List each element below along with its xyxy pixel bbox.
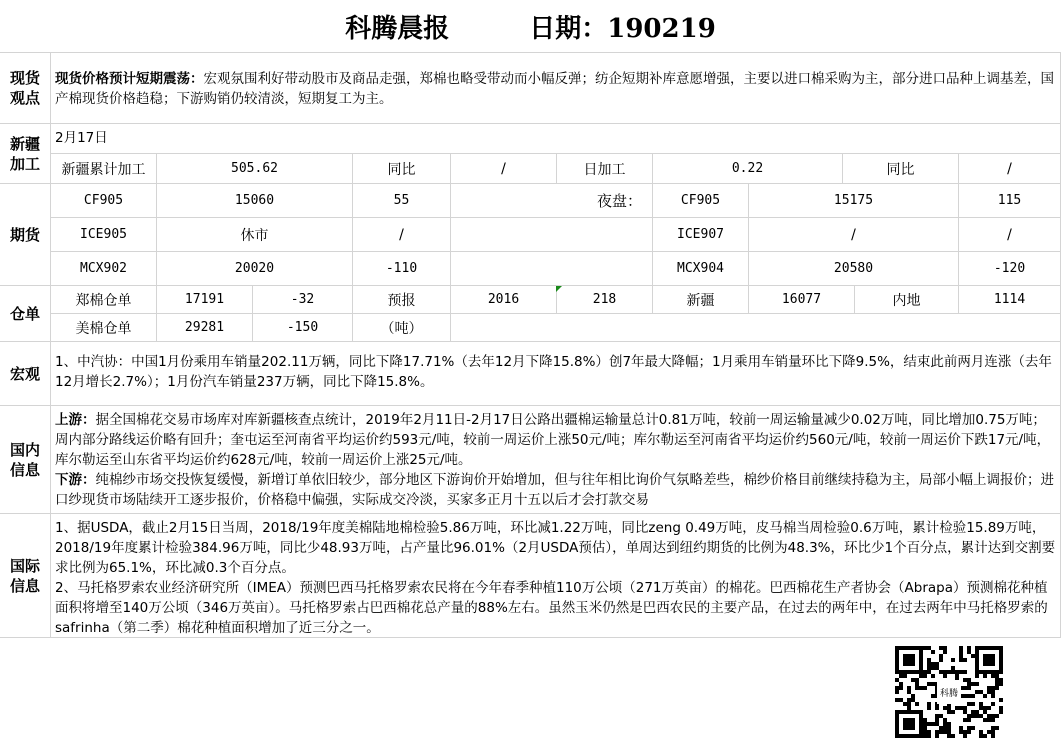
- intl-paragraph-2: 2、马托格罗索农业经济研究所（IMEA）预测巴西马托格罗索农民将在今年春季种植110万公顷（271万英亩）的棉花。巴西棉花生产者协会（Abrapa）预测棉花种植面积将增至140万公顷（346万英亩）。马托格罗索占巴西棉花总产量的88%左右。虽然玉米仍然是巴西农民的主要产品，在过去的两年中，在过去两年中马托格罗索的safrinha（第二季）棉花种植面积增加了近三分之一。: [55, 580, 1048, 636]
- futures-row-2-spacer: [451, 218, 653, 252]
- futures-row-2-change: /: [353, 218, 451, 252]
- futures-night-row-1-change: 115: [959, 184, 1061, 218]
- forecast-value: 2016: [451, 286, 557, 314]
- futures-label: 期货: [0, 184, 51, 286]
- futures-night-row-3-price: 20580: [749, 252, 959, 286]
- domestic-content: [51, 406, 1061, 514]
- spot-label: 现货观点: [0, 52, 51, 124]
- futures-row-3-change: -110: [353, 252, 451, 286]
- intl-label: 国际信息: [0, 514, 51, 638]
- futures-night-row-3-change: -120: [959, 252, 1061, 286]
- futures-night-row-2-change: /: [959, 218, 1061, 252]
- xj-yoy-value: /: [451, 154, 557, 184]
- report-title-row: [0, 0, 1061, 53]
- futures-row-3-price: 20020: [157, 252, 353, 286]
- upstream-text: 据全国棉花交易市场库对库新疆核查点统计，2019年2月11日-2月17日公路出疆棉运输量总计0.81万吨，较前一周运输量减少0.02万吨，同比增加0.75万吨；周内部分路线运价略有回升；奎屯运至河南省平均运价约593元/吨，较前一周运价上涨50元/吨；库尔勒运至河南省平均运价约560元/吨，较前一周运价下跌17元/吨，库尔勒运至山东省平均运价约628元/吨，较前一周运价上涨25元/吨。: [55, 412, 1051, 468]
- xinjiang-label: 新疆加工: [0, 124, 51, 184]
- forecast-change: 218: [557, 286, 653, 314]
- domestic-label: 国内信息: [0, 406, 51, 514]
- forecast-label: 预报: [353, 286, 451, 314]
- futures-row-2-price: 休市: [157, 218, 353, 252]
- futures-night-row-1-contract: CF905: [653, 184, 749, 218]
- warehouse-row-2-spacer: [451, 314, 1061, 342]
- futures-row-1-price: 15060: [157, 184, 353, 218]
- zheng-receipt-change: -32: [253, 286, 353, 314]
- spot-text: 宏观氛围利好带动股市及商品走强，郑棉也略受带动而小幅反弹；纺企短期补库意愿增强，主要以进口棉采购为主，部分进口品种上调基差，国产棉现货价格趋稳；下游购销仍较清淡，短期复工为主。: [55, 71, 1054, 107]
- cell-comment-marker: [556, 286, 562, 292]
- report-title: 科腾晨报: [345, 13, 450, 44]
- xj-daily-label: 日加工: [557, 154, 653, 184]
- macro-text: 1、中汽协：中国1月份乘用车销量202.11万辆，同比下降17.71%（去年12月下降15.8%）创7年最大降幅；1月乘用车销量环比下降9.5%，结束此前两月连涨（去年12月增长2.7%）；1月份汽车销量237万辆，同比下降15.8%。: [51, 342, 1061, 406]
- xinjiang-date: 2月17日: [51, 124, 1061, 154]
- xinjiang-receipt-value: 16077: [749, 286, 855, 314]
- xj-yoy2-label: 同比: [843, 154, 959, 184]
- futures-row-2-contract: ICE905: [51, 218, 157, 252]
- futures-night-row-2-contract: ICE907: [653, 218, 749, 252]
- us-receipt-value: 29281: [157, 314, 253, 342]
- downstream-text: 纯棉纱市场交投恢复缓慢，新增订单依旧较少，部分地区下游询价开始增加，但与往年相比询价气氛略差些，棉纱价格目前继续持稳为主，局部小幅上调报价；进口纱现货市场陆续开工逐步报价，价格稳中偏强，实际成交冷淡，买家多正月十五以后才会打款交易: [55, 472, 1054, 508]
- warehouse-label: 仓单: [0, 286, 51, 342]
- inland-receipt-label: 内地: [855, 286, 959, 314]
- spot-content: [51, 52, 1061, 124]
- report-date: 日期：190219: [529, 13, 716, 44]
- zheng-receipt-value: 17191: [157, 286, 253, 314]
- downstream-title: 下游：: [55, 472, 96, 488]
- night-session-label: 夜盘：: [451, 184, 653, 218]
- intl-content: [51, 514, 1061, 638]
- xinjiang-receipt-label: 新疆: [653, 286, 749, 314]
- upstream-title: 上游：: [55, 412, 96, 428]
- macro-label: 宏观: [0, 342, 51, 406]
- inland-receipt-value: 1114: [959, 286, 1061, 314]
- spot-headline: 现货价格预计短期震荡：: [55, 71, 204, 87]
- futures-row-1-change: 55: [353, 184, 451, 218]
- xj-cum-value: 505.62: [157, 154, 353, 184]
- us-receipt-label: 美棉仓单: [51, 314, 157, 342]
- futures-row-3-contract: MCX902: [51, 252, 157, 286]
- xj-daily-value: 0.22: [653, 154, 843, 184]
- qr-caption: 科腾: [939, 689, 959, 699]
- us-receipt-change: -150: [253, 314, 353, 342]
- futures-night-row-2-price: /: [749, 218, 959, 252]
- intl-paragraph-1: 1、据USDA，截止2月15日当周，2018/19年度美棉陆地棉检验5.86万吨，环比减1.22万吨，同比zeng 0.49万吨，皮马棉当周检验0.6万吨，累计检验15.89万吨，2018/19年度累计检验384.96万吨，同比少48.93万吨，占产量比96.01%（2月USDA预估），单周达到纽约期货的比例为48.3%，环比少1个百分点，累计达到交割要求比例为65.1%，环比减0.3个百分点。: [55, 520, 1056, 576]
- unit-label: （吨）: [353, 314, 451, 342]
- futures-night-row-3-contract: MCX904: [653, 252, 749, 286]
- xj-yoy2-value: /: [959, 154, 1061, 184]
- futures-row-1-contract: CF905: [51, 184, 157, 218]
- futures-row-3-spacer: [451, 252, 653, 286]
- xj-cum-label: 新疆累计加工: [51, 154, 157, 184]
- xj-yoy-label: 同比: [353, 154, 451, 184]
- zheng-receipt-label: 郑棉仓单: [51, 286, 157, 314]
- futures-night-row-1-price: 15175: [749, 184, 959, 218]
- qr-code-icon: [894, 646, 1004, 738]
